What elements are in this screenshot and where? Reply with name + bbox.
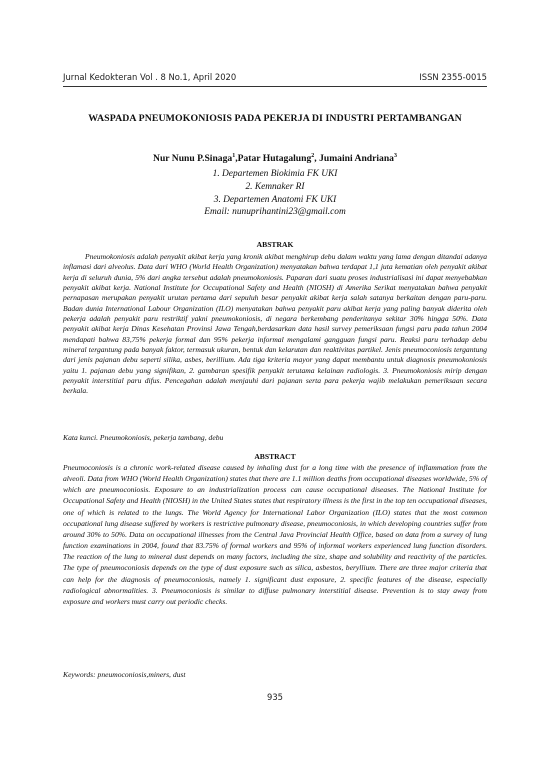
author-list	[40, 153, 510, 164]
paper-title: WASPADA PNEUMOKONIOSIS PADA PEKERJA DI INDUSTRI PERTAMBANGAN	[88, 113, 462, 124]
author-email: Email: nunuprihantini23@gmail.com	[204, 207, 346, 218]
abstract-body	[63, 462, 487, 607]
abstract-heading: ABSTRACT	[254, 452, 296, 461]
affiliations	[40, 168, 510, 219]
affiliation-1: 1. Departemen Biokimia FK UKI	[212, 169, 338, 179]
abstrak-body	[63, 252, 487, 397]
author-2-sup: 2	[311, 153, 315, 159]
journal-info: Jurnal Kedokteran Vol . 8 No.1, April 2020	[63, 72, 237, 82]
abstract-paragraph: Pneumoconiosis is a chronic work-related disease caused by inhaling dust for a long time with the presence of inflammation from the alveoli. Data from WHO (World Health Organization) states that there are 1.1 million deaths from occupational diseases worldwide, 5% of which are pneumoconiosis. Exposure to an industrialization process can cause occupational diseases. The National Institute for Occupational Safety and Health (NIOSH) in the United States states that respiratory illness is the first in the top ten occupational diseases, one of which is related to the lungs. The World Agency for International Labor Organization (ILO) states that the most common occupational lung disease suffered by workers is restrictive pulmonary disease, pneumoconiosis, in which developing countries suffer from around 30% to 50%. Data on occupational illnesses from the Central Java Provincial Health Office, based on data from a survey of lung function examinations in 2004, found that 83.75% of formal workers and 95% of informal workers experienced lung function disorders. The reaction of the lung to mineral dust depends on many factors, including the size, shape and solubility and reactivity of the particles. The type of pneumoconiosis depends on the type of dust exposure such as silica, asbestos, beryllium. There are three major criteria that can help for the diagnosis of pneumoconiosis, namely 1. significant dust exposure, 2. specific features of the disease, especially radiological abnormalities. 3. Pneumoconiosis is similar to diffuse pulmonary interstitial disease. Prevention is to stay away from exposure and workers must carry out periodic checks.	[63, 463, 487, 606]
author-2: ,Patar Hutagalung	[235, 153, 312, 165]
affiliation-3: 3. Departemen Anatomi FK UKI	[213, 194, 337, 205]
author-3: , Jumaini Andriana	[314, 153, 394, 165]
issn: ISSN 2355-0015	[419, 72, 487, 82]
author-3-sup: 3	[393, 153, 397, 159]
affiliation-2: 2. Kemnaker RI	[245, 181, 305, 192]
header-rule	[63, 86, 487, 87]
kata-kunci: Kata kunci. Pneumokoniosis, pekerja tambang, debu	[63, 433, 224, 442]
author-1-sup: 1	[232, 153, 236, 159]
abstrak-paragraph: Pneumokoniosis adalah penyakit akibat kerja yang kronik akibat menghirup debu dalam waktu yang lama dengan ditandai adanya inflamasi dari alveolus. Data dari WHO (World Health Organization) menyatakan bahwa terdapat 1,1 juta kematian oleh penyakit akibat kerja di seluruh dunia, 5% dari angka tersebut adalah pneumokoniosis. Paparan dari suatu proses industrialisasi ini dapat menyebabkan penyakit akibat kerja. National Institute for Occupational Safety and Health (NIOSH) di Amerika Serikat menyatakan bahwa penyakit pernapasan merupakan penyakit urutan pertama dari sepuluh besar penyakit akibat kerja salah satanya berkaitan dengan paru-paru. Badan dunia International Labour Organization (ILO) menyatakan bahwa penyakit paru akibat kerja yang paling banyak diderita oleh pekerja adalah penyakit paru restriktif yakni pneumokoniosis, di negara berkembang penderitanya sekitar 30% hingga 50%. Data penyakit akibat kerja Dinas Kesehatan Provinsi Jawa Tengah,berdasarkan data hasil survey pemeriksaan fungsi paru pada tahun 2004 mendapati bahwa 83,75% pekerja formal dan 95% pekerja informal mengalami gangguan fungsi paru. Reaksi paru terhadap debu mineral tergantung pada banyak faktor, termasuk ukuran, bentuk dan kelarutan dan reaktivitas partikel. Jenis pneumoconiosis tergantung dari jenis pajanan debu seperti silika, asbes, berillium. Ada tiga kriteria mayor yang dapat membantu untuk diagnosis pneumokoniosis yaitu 1. pajanan debu yang signifikan, 2. gambaran spesifik penyakit terutama kelainan radiologis. 3. Pneumokoniosis mirip dengan penyakit interstitial paru difus. Pencegahan adalah menjauhi dari pajanan serta para pekerja wajib melakukan pemeriksaan secara berkala.	[63, 252, 487, 396]
keywords: Keywords: pneumoconiosis,miners, dust	[63, 670, 186, 679]
abstrak-heading: ABSTRAK	[256, 240, 294, 249]
page-number: 935	[267, 692, 283, 702]
author-1: Nur Nunu P.Sinaga	[153, 153, 233, 165]
